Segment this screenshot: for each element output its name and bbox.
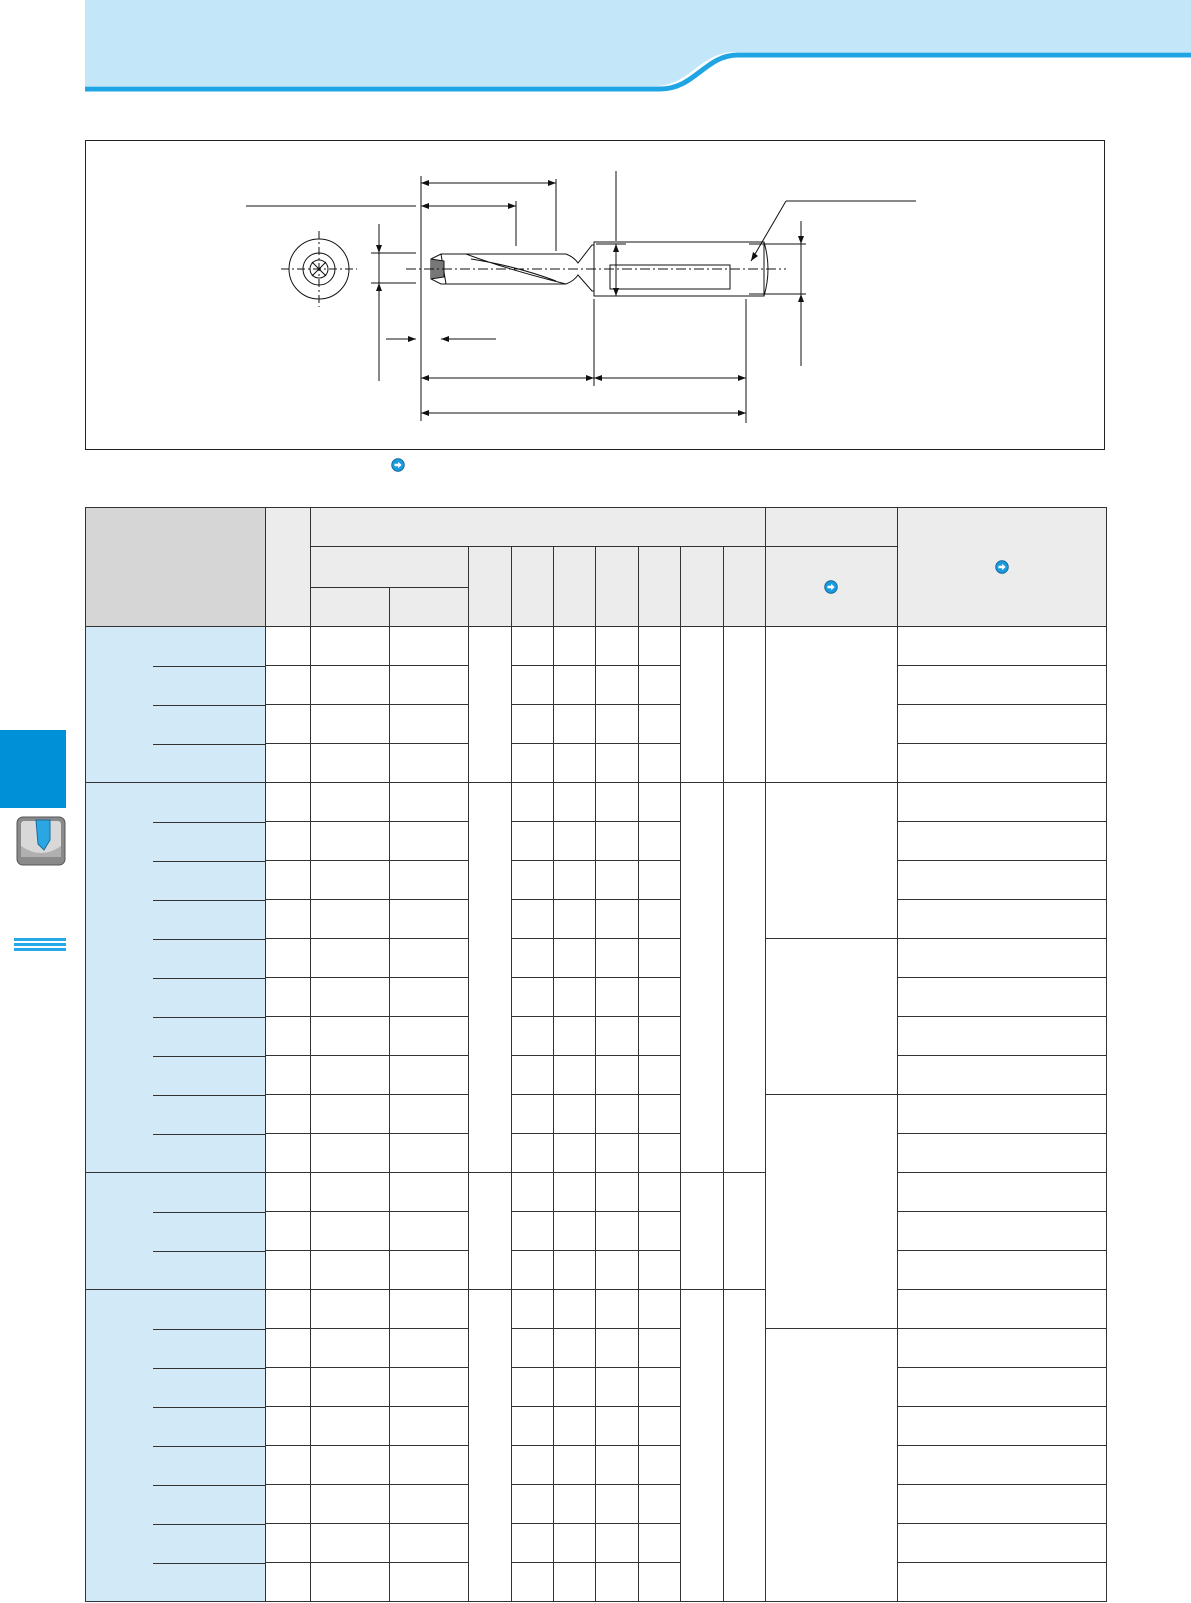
table-cell bbox=[554, 1134, 596, 1173]
table-row bbox=[86, 822, 1107, 861]
table-cell bbox=[897, 1134, 1106, 1173]
table-cell bbox=[596, 1563, 638, 1602]
table-cell bbox=[390, 1056, 469, 1095]
table-cell bbox=[723, 783, 765, 1173]
header-dc-max-cell bbox=[390, 588, 469, 627]
table-cell bbox=[390, 1407, 469, 1446]
header-band bbox=[0, 0, 1191, 95]
table-cell bbox=[596, 822, 638, 861]
table-cell bbox=[638, 1056, 680, 1095]
designation-cell bbox=[86, 978, 266, 1017]
table-cell bbox=[596, 1407, 638, 1446]
table-cell bbox=[511, 1329, 553, 1368]
table-cell bbox=[511, 1212, 553, 1251]
table-cell bbox=[390, 1329, 469, 1368]
table-cell bbox=[554, 900, 596, 939]
table-cell bbox=[311, 1524, 390, 1563]
header-dim-cell bbox=[554, 547, 596, 627]
table-cell bbox=[265, 1212, 310, 1251]
designation-cell bbox=[86, 744, 266, 783]
header-stock-cell bbox=[265, 508, 310, 627]
specification-body bbox=[86, 627, 1107, 1602]
table-cell bbox=[311, 1563, 390, 1602]
drill-tool-icon bbox=[16, 816, 66, 866]
table-cell bbox=[390, 939, 469, 978]
drawing-frame bbox=[85, 140, 1105, 450]
table-cell bbox=[469, 1290, 511, 1602]
table-cell bbox=[311, 822, 390, 861]
table-cell bbox=[638, 1563, 680, 1602]
table-cell bbox=[596, 861, 638, 900]
designation-cell bbox=[86, 1485, 266, 1524]
table-cell bbox=[265, 1329, 310, 1368]
table-row bbox=[86, 1524, 1107, 1563]
table-cell bbox=[511, 1056, 553, 1095]
table-cell bbox=[311, 1485, 390, 1524]
table-cell bbox=[897, 1329, 1106, 1368]
table-cell bbox=[469, 783, 511, 1173]
designation-cell bbox=[86, 1524, 266, 1563]
table-cell bbox=[554, 783, 596, 822]
table-cell bbox=[390, 1134, 469, 1173]
table-cell bbox=[596, 627, 638, 666]
table-cell bbox=[311, 978, 390, 1017]
table-cell bbox=[511, 705, 553, 744]
table-cell bbox=[390, 1173, 469, 1212]
table-cell bbox=[897, 1212, 1106, 1251]
table-cell bbox=[390, 627, 469, 666]
table-cell bbox=[265, 1368, 310, 1407]
table-cell bbox=[638, 1290, 680, 1329]
designation-cell bbox=[86, 1251, 266, 1290]
table-cell bbox=[554, 1329, 596, 1368]
table-cell bbox=[265, 939, 310, 978]
table-cell bbox=[723, 627, 765, 783]
table-cell bbox=[265, 978, 310, 1017]
table-cell bbox=[766, 939, 897, 1095]
table-cell bbox=[897, 1563, 1106, 1602]
table-cell bbox=[390, 1212, 469, 1251]
table-cell bbox=[554, 744, 596, 783]
table-cell bbox=[311, 744, 390, 783]
designation-cell bbox=[86, 1212, 266, 1251]
table-row bbox=[86, 666, 1107, 705]
table-cell bbox=[390, 1446, 469, 1485]
table-cell bbox=[681, 627, 723, 783]
table-cell bbox=[596, 1446, 638, 1485]
table-cell bbox=[638, 1485, 680, 1524]
table-cell bbox=[596, 1329, 638, 1368]
table-cell bbox=[511, 744, 553, 783]
table-cell bbox=[638, 1446, 680, 1485]
table-cell bbox=[311, 1251, 390, 1290]
table-cell bbox=[554, 1290, 596, 1329]
table-cell bbox=[265, 1251, 310, 1290]
table-row bbox=[86, 744, 1107, 783]
table-cell bbox=[554, 939, 596, 978]
table-cell bbox=[511, 1173, 553, 1212]
specification-table bbox=[85, 507, 1107, 1602]
table-row bbox=[86, 1251, 1107, 1290]
table-cell bbox=[511, 1290, 553, 1329]
table-cell bbox=[638, 978, 680, 1017]
table-cell bbox=[511, 783, 553, 822]
table-cell bbox=[596, 1173, 638, 1212]
table-cell bbox=[311, 1173, 390, 1212]
table-cell bbox=[638, 1251, 680, 1290]
table-cell bbox=[511, 1446, 553, 1485]
table-cell bbox=[638, 1017, 680, 1056]
table-cell bbox=[265, 1563, 310, 1602]
table-cell bbox=[897, 1368, 1106, 1407]
table-cell bbox=[897, 666, 1106, 705]
table-cell bbox=[390, 861, 469, 900]
table-cell bbox=[390, 1095, 469, 1134]
table-cell bbox=[638, 1134, 680, 1173]
table-cell bbox=[511, 1485, 553, 1524]
table-cell bbox=[390, 666, 469, 705]
table-cell bbox=[554, 1485, 596, 1524]
table-cell bbox=[390, 783, 469, 822]
table-cell bbox=[638, 627, 680, 666]
table-cell bbox=[897, 822, 1106, 861]
table-cell bbox=[554, 666, 596, 705]
table-cell bbox=[265, 666, 310, 705]
table-cell bbox=[265, 1524, 310, 1563]
table-cell bbox=[511, 1134, 553, 1173]
table-cell bbox=[265, 861, 310, 900]
designation-cell bbox=[86, 1329, 266, 1368]
header-dim-cell bbox=[723, 547, 765, 627]
table-cell bbox=[469, 627, 511, 783]
table-cell bbox=[596, 1095, 638, 1134]
table-cell bbox=[554, 1251, 596, 1290]
table-cell bbox=[897, 1095, 1106, 1134]
table-cell bbox=[638, 1329, 680, 1368]
table-cell bbox=[390, 1485, 469, 1524]
header-dimensions-cell bbox=[311, 508, 766, 547]
table-cell bbox=[265, 1485, 310, 1524]
table-cell bbox=[469, 1173, 511, 1290]
table-cell bbox=[390, 1524, 469, 1563]
header-designation-cell bbox=[86, 508, 266, 627]
table-row bbox=[86, 900, 1107, 939]
table-cell bbox=[511, 1017, 553, 1056]
table-cell bbox=[390, 744, 469, 783]
table-cell bbox=[681, 1290, 723, 1602]
designation-cell bbox=[86, 666, 266, 705]
table-cell bbox=[390, 978, 469, 1017]
table-cell bbox=[596, 744, 638, 783]
table-cell bbox=[265, 627, 310, 666]
table-cell bbox=[596, 939, 638, 978]
table-cell bbox=[265, 1446, 310, 1485]
header-dc-min-cell bbox=[311, 588, 390, 627]
table-cell bbox=[554, 1017, 596, 1056]
table-row bbox=[86, 1056, 1107, 1095]
table-cell bbox=[390, 900, 469, 939]
table-cell bbox=[554, 1446, 596, 1485]
header-insert-ref-cell bbox=[766, 547, 897, 627]
table-cell bbox=[554, 1407, 596, 1446]
table-cell bbox=[638, 1524, 680, 1563]
table-cell bbox=[638, 744, 680, 783]
table-cell bbox=[897, 705, 1106, 744]
table-row bbox=[86, 978, 1107, 1017]
table-cell bbox=[554, 1212, 596, 1251]
table-row bbox=[86, 1017, 1107, 1056]
table-cell bbox=[311, 939, 390, 978]
header-dim-cell bbox=[638, 547, 680, 627]
table-cell bbox=[897, 1290, 1106, 1329]
table-row bbox=[86, 1212, 1107, 1251]
designation-cell bbox=[86, 1563, 266, 1602]
table-cell bbox=[596, 666, 638, 705]
header-parts-cell bbox=[897, 508, 1106, 627]
table-cell bbox=[311, 666, 390, 705]
table-cell bbox=[596, 978, 638, 1017]
table-cell bbox=[390, 1290, 469, 1329]
table-row bbox=[86, 1329, 1107, 1368]
designation-cell bbox=[86, 783, 266, 822]
table-cell bbox=[311, 1329, 390, 1368]
table-cell bbox=[265, 900, 310, 939]
table-row bbox=[86, 939, 1107, 978]
table-cell bbox=[554, 1368, 596, 1407]
table-cell bbox=[311, 1212, 390, 1251]
table-cell bbox=[596, 900, 638, 939]
designation-cell bbox=[86, 1056, 266, 1095]
table-cell bbox=[511, 1524, 553, 1563]
table-cell bbox=[638, 705, 680, 744]
table-cell bbox=[265, 1407, 310, 1446]
table-cell bbox=[897, 1173, 1106, 1212]
table-cell bbox=[554, 1173, 596, 1212]
table-cell bbox=[511, 822, 553, 861]
header-row-1 bbox=[86, 508, 1107, 547]
table-cell bbox=[897, 939, 1106, 978]
drill-body bbox=[406, 242, 786, 296]
table-cell bbox=[390, 1251, 469, 1290]
table-cell bbox=[265, 744, 310, 783]
table-row bbox=[86, 783, 1107, 822]
table-cell bbox=[511, 1563, 553, 1602]
table-row bbox=[86, 1095, 1107, 1134]
drill-drawing bbox=[86, 141, 1106, 451]
table-cell bbox=[554, 1524, 596, 1563]
table-cell bbox=[311, 1017, 390, 1056]
table-cell bbox=[265, 1290, 310, 1329]
table-row bbox=[86, 1173, 1107, 1212]
table-cell bbox=[638, 1212, 680, 1251]
dimension-arrows bbox=[376, 180, 804, 416]
header-dc-cell bbox=[311, 547, 469, 588]
table-cell bbox=[723, 1173, 765, 1290]
table-cell bbox=[311, 1134, 390, 1173]
table-cell bbox=[311, 1290, 390, 1329]
table-row bbox=[86, 627, 1107, 666]
table-cell bbox=[265, 1056, 310, 1095]
table-row bbox=[86, 861, 1107, 900]
designation-cell bbox=[86, 900, 266, 939]
table-cell bbox=[897, 1446, 1106, 1485]
table-cell bbox=[554, 1563, 596, 1602]
designation-cell bbox=[86, 1095, 266, 1134]
table-cell bbox=[390, 1563, 469, 1602]
table-cell bbox=[596, 705, 638, 744]
table-cell bbox=[897, 978, 1106, 1017]
table-cell bbox=[596, 1368, 638, 1407]
table-cell bbox=[265, 1134, 310, 1173]
designation-cell bbox=[86, 1368, 266, 1407]
table-cell bbox=[311, 861, 390, 900]
table-cell bbox=[638, 861, 680, 900]
arrow-right-circle-icon[interactable] bbox=[995, 560, 1009, 574]
table-cell bbox=[638, 822, 680, 861]
table-cell bbox=[638, 1173, 680, 1212]
table-cell bbox=[897, 1407, 1106, 1446]
table-row bbox=[86, 1368, 1107, 1407]
table-cell bbox=[638, 1407, 680, 1446]
table-row bbox=[86, 1446, 1107, 1485]
designation-cell bbox=[86, 939, 266, 978]
table-cell bbox=[265, 1095, 310, 1134]
designation-cell bbox=[86, 1173, 266, 1212]
table-cell bbox=[897, 627, 1106, 666]
table-cell bbox=[596, 1134, 638, 1173]
table-cell bbox=[511, 900, 553, 939]
table-cell bbox=[681, 783, 723, 1173]
table-row bbox=[86, 1134, 1107, 1173]
table-cell bbox=[596, 1485, 638, 1524]
table-cell bbox=[390, 705, 469, 744]
arrow-right-circle-icon[interactable] bbox=[824, 580, 838, 594]
table-cell bbox=[766, 783, 897, 939]
designation-cell bbox=[86, 705, 266, 744]
table-cell bbox=[554, 978, 596, 1017]
table-cell bbox=[638, 1368, 680, 1407]
table-cell bbox=[897, 900, 1106, 939]
table-cell bbox=[897, 1017, 1106, 1056]
table-cell bbox=[897, 861, 1106, 900]
table-cell bbox=[897, 1056, 1106, 1095]
table-cell bbox=[390, 1017, 469, 1056]
table-row bbox=[86, 1563, 1107, 1602]
table-cell bbox=[596, 1017, 638, 1056]
table-cell bbox=[511, 1251, 553, 1290]
table-cell bbox=[554, 705, 596, 744]
table-cell bbox=[766, 1095, 897, 1329]
table-cell bbox=[596, 1290, 638, 1329]
table-cell bbox=[390, 1368, 469, 1407]
table-cell bbox=[311, 900, 390, 939]
table-cell bbox=[554, 1056, 596, 1095]
table-cell bbox=[311, 783, 390, 822]
table-cell bbox=[681, 1173, 723, 1290]
table-cell bbox=[766, 1329, 897, 1602]
table-cell bbox=[265, 822, 310, 861]
table-cell bbox=[511, 1095, 553, 1134]
table-cell bbox=[265, 1017, 310, 1056]
designation-cell bbox=[86, 627, 266, 666]
table-cell bbox=[511, 666, 553, 705]
chapter-tab-marker bbox=[0, 730, 66, 808]
table-cell bbox=[311, 705, 390, 744]
header-dim-cell bbox=[596, 547, 638, 627]
table-row bbox=[86, 1485, 1107, 1524]
table-cell bbox=[311, 1095, 390, 1134]
table-cell bbox=[390, 822, 469, 861]
table-cell bbox=[638, 939, 680, 978]
table-cell bbox=[638, 783, 680, 822]
table-cell bbox=[554, 822, 596, 861]
table-cell bbox=[596, 1251, 638, 1290]
designation-cell bbox=[86, 1290, 266, 1329]
table-cell bbox=[311, 1056, 390, 1095]
table-cell bbox=[723, 1290, 765, 1602]
table-cell bbox=[311, 1368, 390, 1407]
table-row bbox=[86, 1290, 1107, 1329]
end-view-circle bbox=[281, 231, 357, 307]
table-cell bbox=[265, 783, 310, 822]
table-cell bbox=[596, 1524, 638, 1563]
table-cell bbox=[596, 783, 638, 822]
table-cell bbox=[897, 1251, 1106, 1290]
table-cell bbox=[638, 666, 680, 705]
table-cell bbox=[596, 1056, 638, 1095]
table-cell bbox=[511, 627, 553, 666]
header-dim-cell bbox=[681, 547, 723, 627]
header-insert-cell bbox=[766, 508, 897, 547]
table-row bbox=[86, 1407, 1107, 1446]
arrow-right-circle-icon[interactable] bbox=[391, 458, 405, 472]
header-dim-cell bbox=[469, 547, 511, 627]
header-dim-cell bbox=[511, 547, 553, 627]
table-cell bbox=[265, 705, 310, 744]
table-cell bbox=[511, 1407, 553, 1446]
table-cell bbox=[554, 1095, 596, 1134]
table-cell bbox=[766, 627, 897, 783]
table-cell bbox=[897, 783, 1106, 822]
table-cell bbox=[897, 1485, 1106, 1524]
table-cell bbox=[897, 1524, 1106, 1563]
table-cell bbox=[311, 627, 390, 666]
table-row bbox=[86, 705, 1107, 744]
table-cell bbox=[511, 861, 553, 900]
dimension-lines bbox=[246, 171, 916, 423]
side-lines-decoration bbox=[14, 938, 66, 958]
table-cell bbox=[511, 978, 553, 1017]
table-cell bbox=[311, 1407, 390, 1446]
table-cell bbox=[638, 1095, 680, 1134]
table-cell bbox=[511, 1368, 553, 1407]
table-cell bbox=[554, 861, 596, 900]
table-cell bbox=[265, 1173, 310, 1212]
table-cell bbox=[897, 744, 1106, 783]
table-cell bbox=[596, 1212, 638, 1251]
designation-cell bbox=[86, 1134, 266, 1173]
designation-cell bbox=[86, 1017, 266, 1056]
designation-cell bbox=[86, 1446, 266, 1485]
designation-cell bbox=[86, 822, 266, 861]
table-cell bbox=[311, 1446, 390, 1485]
designation-cell bbox=[86, 861, 266, 900]
table-cell bbox=[638, 900, 680, 939]
table-cell bbox=[511, 939, 553, 978]
table-cell bbox=[554, 627, 596, 666]
designation-cell bbox=[86, 1407, 266, 1446]
